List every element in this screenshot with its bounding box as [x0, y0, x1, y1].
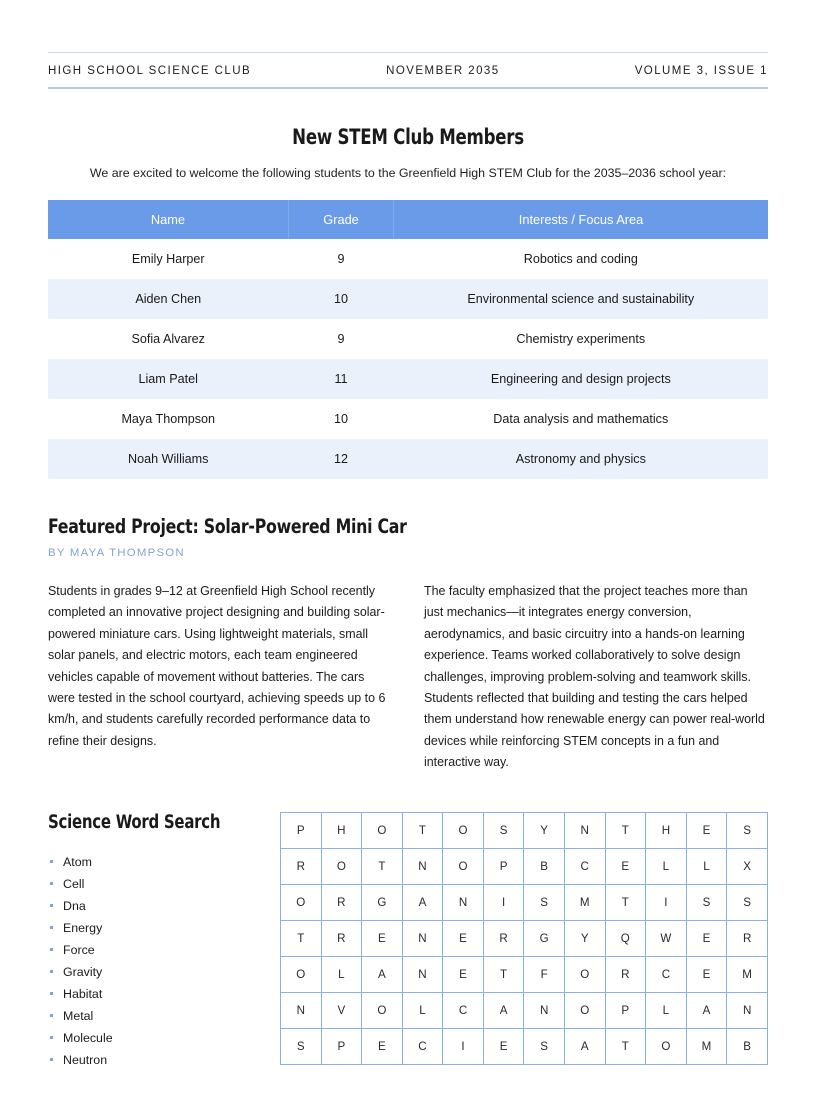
word-search-cell: Y [524, 812, 565, 848]
word-search-cell: E [362, 920, 403, 956]
word-search-cell: A [564, 1028, 605, 1064]
word-search-cell: N [443, 884, 484, 920]
list-item: Metal [48, 1005, 256, 1027]
word-search-cell: S [727, 884, 768, 920]
word-search-cell: O [362, 992, 403, 1028]
cell-focus: Astronomy and physics [515, 452, 646, 466]
list-item: Force [48, 939, 256, 961]
word-search-cell: A [402, 884, 443, 920]
cell-focus: Robotics and coding [523, 252, 638, 266]
members-table-head [48, 200, 768, 239]
word-search-cell: E [605, 848, 646, 884]
feature-paragraph: Students in grades 9–12 at Greenfield High School recently completed an innovative project designing and building solar-powered miniature cars. Using lightweight materials, small solar panels, and electric motors, each team engineered vehicles capable of movement without batteries. The cars were tested in the school courtyard, achieving speeds up to 6 km/h, and students carefully recorded performance data to refine their designs. [48, 584, 386, 748]
word-search-cell: R [321, 884, 362, 920]
list-item: Habitat [48, 983, 256, 1005]
word-search-row [281, 1028, 768, 1064]
word-search-grid [280, 812, 768, 1065]
word-search-row [281, 956, 768, 992]
word-search-cell: O [443, 812, 484, 848]
word-search-cell: V [321, 992, 362, 1028]
word-search-cell: O [281, 884, 322, 920]
table-row [48, 239, 768, 279]
word-search-cell: E [686, 956, 727, 992]
word-search-cell: B [727, 1028, 768, 1064]
feature-byline: BY MAYA THOMPSON [48, 547, 185, 559]
word-search-cell: N [281, 992, 322, 1028]
word-search-cell: X [727, 848, 768, 884]
word-search-cell: C [402, 1028, 443, 1064]
word-search-cell: R [605, 956, 646, 992]
word-search-cell: B [524, 848, 565, 884]
word-search-row [281, 812, 768, 848]
cell-name: Liam Patel [138, 372, 198, 386]
word-search-cell: T [605, 884, 646, 920]
word-search-cell: S [727, 812, 768, 848]
word-search-row [281, 848, 768, 884]
word-search-cell: M [564, 884, 605, 920]
cell-grade: 10 [334, 292, 349, 306]
members-table-body [48, 239, 768, 479]
word-search-cell: W [646, 920, 687, 956]
cell-name: Emily Harper [131, 252, 205, 266]
word-search-cell: N [727, 992, 768, 1028]
feature-title: Featured Project: Solar-Powered Mini Car [48, 515, 407, 538]
masthead-issue: VOLUME 3, ISSUE 1 [634, 65, 768, 77]
word-search-cell: L [402, 992, 443, 1028]
word-search-cell: O [443, 848, 484, 884]
word-search-cell: N [402, 920, 443, 956]
word-search-cell: L [321, 956, 362, 992]
word-search-row [281, 920, 768, 956]
word-search-cell: O [646, 1028, 687, 1064]
cell-grade: 12 [334, 452, 349, 466]
word-search-cell: P [281, 812, 322, 848]
word-search-cell: P [321, 1028, 362, 1064]
word-search-row [281, 884, 768, 920]
word-search-cell: G [362, 884, 403, 920]
word-search-cell: O [564, 956, 605, 992]
word-search-cell: Y [564, 920, 605, 956]
word-search-cell: H [646, 812, 687, 848]
cell-name: Sofia Alvarez [131, 332, 205, 346]
word-search-cell: S [483, 812, 524, 848]
word-search-cell: M [686, 1028, 727, 1064]
word-search-cell: C [443, 992, 484, 1028]
feature-columns [48, 581, 768, 774]
word-search-cell: N [564, 812, 605, 848]
cell-focus: Engineering and design projects [490, 372, 671, 386]
masthead [48, 52, 768, 89]
cell-grade: 11 [334, 372, 348, 386]
members-table [48, 200, 768, 479]
word-search-title: Science Word Search [48, 811, 221, 833]
word-search-cell: A [483, 992, 524, 1028]
cell-name: Aiden Chen [135, 292, 202, 306]
word-search-cell: P [483, 848, 524, 884]
table-row [48, 279, 768, 319]
word-search-cell: O [564, 992, 605, 1028]
word-search-word-list-panel [48, 812, 256, 1072]
cell-name: Maya Thompson [121, 412, 216, 426]
list-item: Dna [48, 895, 256, 917]
feature-column-right [424, 581, 768, 774]
word-search-cell: E [443, 920, 484, 956]
table-row [48, 439, 768, 479]
word-search-cell: C [564, 848, 605, 884]
column-header-name: Name [48, 200, 288, 239]
list-item: Neutron [48, 1049, 256, 1071]
word-search-cell: T [605, 812, 646, 848]
table-row [48, 399, 768, 439]
word-search-cell: R [727, 920, 768, 956]
word-search-cell: S [524, 884, 565, 920]
word-search-cell: S [686, 884, 727, 920]
cell-focus: Environmental science and sustainability [467, 292, 695, 306]
word-search-cell: R [321, 920, 362, 956]
word-search-cell: H [321, 812, 362, 848]
list-item: Gravity [48, 961, 256, 983]
masthead-date: NOVEMBER 2035 [386, 65, 500, 77]
members-intro: We are excited to welcome the following students to the Greenfield High STEM Club for the 2035–2036 school year: [89, 166, 727, 180]
newsletter-page [0, 52, 816, 1108]
word-search-cell: R [483, 920, 524, 956]
table-row [48, 319, 768, 359]
list-item: Atom [48, 851, 256, 873]
masthead-publication: HIGH SCHOOL SCIENCE CLUB [48, 65, 252, 77]
word-search-cell: E [443, 956, 484, 992]
word-search-cell: P [605, 992, 646, 1028]
word-search-cell: S [524, 1028, 565, 1064]
word-search-cell: S [281, 1028, 322, 1064]
word-search-cell: I [443, 1028, 484, 1064]
cell-focus: Data analysis and mathematics [493, 412, 669, 426]
word-search-cell: T [605, 1028, 646, 1064]
word-search-grid-body [281, 812, 768, 1064]
cell-grade: 9 [337, 332, 345, 346]
word-search-cell: N [402, 848, 443, 884]
word-search-cell: O [321, 848, 362, 884]
word-search-cell: L [646, 848, 687, 884]
feature-paragraph: Students reflected that building and testing the cars helped them understand how renewable energy can power real-world devices while reinforcing STEM concepts in a fun and interactive way. [424, 691, 765, 770]
word-search-cell: T [402, 812, 443, 848]
word-search-cell: T [483, 956, 524, 992]
list-item: Energy [48, 917, 256, 939]
word-search-cell: E [686, 812, 727, 848]
list-item: Molecule [48, 1027, 256, 1049]
word-search-cell: R [281, 848, 322, 884]
word-search-cell: N [402, 956, 443, 992]
list-item: Cell [48, 873, 256, 895]
word-search-cell: L [686, 848, 727, 884]
word-search-cell: A [686, 992, 727, 1028]
word-search-cell: T [362, 848, 403, 884]
page-title: New STEM Club Members [292, 125, 524, 149]
word-search-cell: T [281, 920, 322, 956]
feature-column-left [48, 581, 392, 774]
word-search-row [281, 992, 768, 1028]
word-search-cell: O [362, 812, 403, 848]
word-search-cell: E [483, 1028, 524, 1064]
word-search-cell: E [686, 920, 727, 956]
word-search-word-list [48, 851, 256, 1072]
word-search-cell: A [362, 956, 403, 992]
word-search-cell: L [646, 992, 687, 1028]
word-search-cell: C [646, 956, 687, 992]
cell-name: Noah Williams [127, 452, 209, 466]
cell-grade: 10 [334, 412, 349, 426]
word-search-cell: F [524, 956, 565, 992]
table-header-row [48, 200, 768, 239]
word-search-cell: N [524, 992, 565, 1028]
cell-focus: Chemistry experiments [516, 332, 646, 346]
cell-grade: 9 [337, 252, 345, 266]
table-row [48, 359, 768, 399]
word-search-cell: I [646, 884, 687, 920]
word-search-cell: G [524, 920, 565, 956]
word-search-cell: M [727, 956, 768, 992]
word-search-cell: Q [605, 920, 646, 956]
column-header-grade: Grade [288, 200, 393, 239]
feature-paragraph: The faculty emphasized that the project teaches more than just mechanics—it integrates energy conversion, aerodynamics, and basic circuitry into a hands-on learning experience. Teams worked collaboratively to solve design challenges, improving problem-solving and teamwork skills. [424, 584, 751, 684]
word-search-cell: I [483, 884, 524, 920]
word-search-section [48, 812, 768, 1072]
word-search-cell: O [281, 956, 322, 992]
column-header-focus: Interests / Focus Area [394, 200, 768, 239]
word-search-cell: E [362, 1028, 403, 1064]
